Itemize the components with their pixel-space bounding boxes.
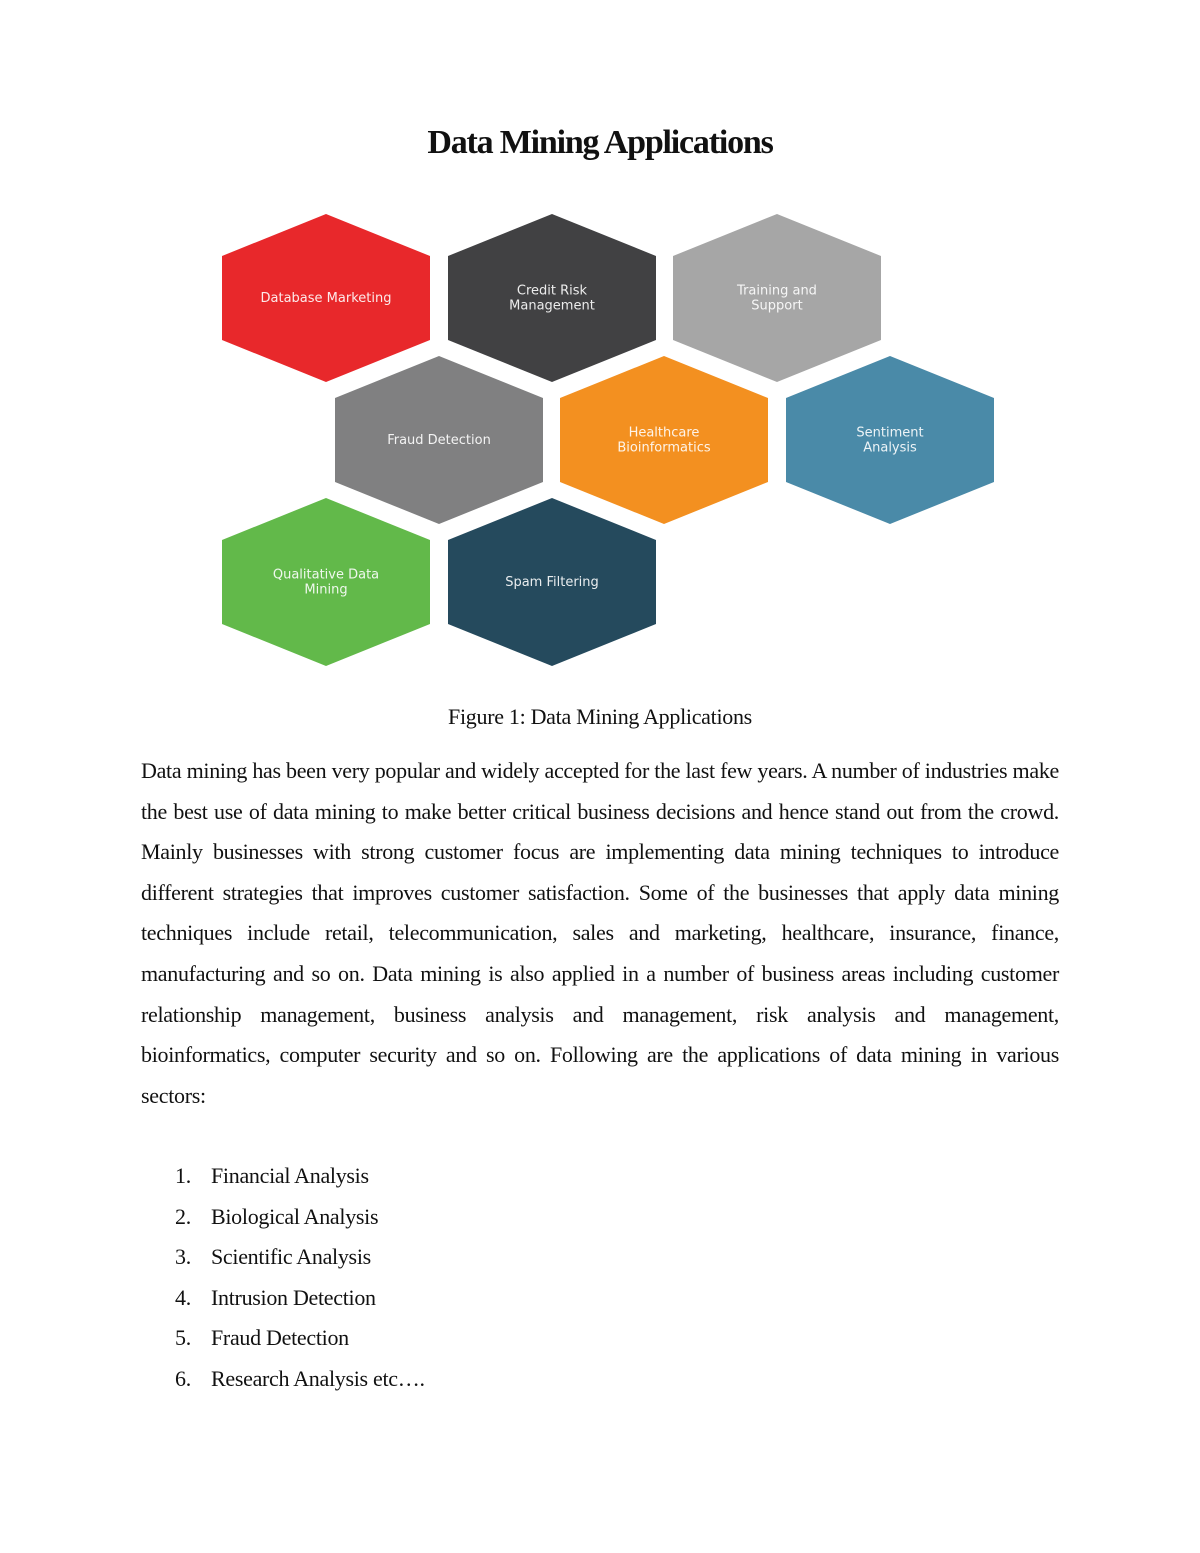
list-number: 3. — [175, 1244, 191, 1270]
list-item — [175, 1359, 425, 1400]
list-text: Financial Analysis — [211, 1163, 369, 1188]
applications-list — [175, 1156, 425, 1400]
list-text: Fraud Detection — [211, 1325, 349, 1351]
hexagon-label: Training and — [737, 283, 817, 299]
hexagon-label: Spam Filtering — [505, 575, 599, 590]
hex-spam-filtering — [448, 498, 656, 666]
hex-database-marketing — [222, 214, 430, 382]
hexagon-label: Bioinformatics — [617, 440, 711, 456]
hexagon-label: Database Marketing — [260, 291, 392, 306]
list-item — [175, 1197, 425, 1238]
hexagon-label: Healthcare — [628, 425, 700, 441]
body-paragraph: Data mining has been very popular and widely accepted for the last few years. A number of industries make the best use of data mining to make better critical business decisions and hence stand out from the crowd. Mainly businesses with strong customer focus are implementing data mining techniques to introduce different strategies that improves customer satisfaction. Some of the businesses that apply data mining techniques include retail, telecommunication, sales and marketing, healthcare, insurance, finance, manufacturing and so on. Data mining is also applied in a number of business areas including customer relationship management, business analysis and management, risk analysis and management, bioinformatics, computer security and so on. Following are the applications of data mining in various sectors: — [141, 758, 1059, 1108]
list-item — [175, 1156, 425, 1197]
hexagon-label: Sentiment — [856, 425, 924, 441]
list-item — [175, 1318, 425, 1359]
list-text: Scientific Analysis — [211, 1244, 371, 1270]
hex-qualitative-data-mining — [222, 498, 430, 666]
hex-training-and-support — [673, 214, 881, 382]
list-number: 2. — [175, 1203, 191, 1229]
hex-credit-risk-management — [448, 214, 656, 382]
hex-fraud-detection — [335, 356, 543, 524]
list-number: 5. — [175, 1325, 191, 1351]
list-text: Biological Analysis — [211, 1203, 379, 1229]
data-mining-hexagon-figure — [0, 0, 1200, 700]
hexagon-label: Qualitative Data — [272, 567, 380, 583]
hexagon-label: Management — [509, 298, 595, 314]
hexagon-label: Mining — [304, 582, 348, 598]
list-text: Research Analysis etc…. — [211, 1365, 425, 1391]
list-item — [175, 1237, 425, 1278]
hex-healthcare-bioinformatics — [560, 356, 768, 524]
list-number: 4. — [175, 1284, 191, 1310]
list-number: 6. — [175, 1365, 191, 1391]
list-number: 1. — [175, 1163, 191, 1188]
list-text: Intrusion Detection — [211, 1284, 376, 1310]
hexagon-label: Analysis — [863, 440, 917, 456]
page-title: Data Mining Applications — [427, 124, 773, 161]
figure-caption: Figure 1: Data Mining Applications — [448, 704, 752, 729]
hexagon-label: Fraud Detection — [387, 433, 491, 448]
hexagon-label: Support — [751, 298, 803, 314]
list-item — [175, 1278, 425, 1319]
hexagon-label: Credit Risk — [516, 283, 588, 299]
hex-sentiment-analysis — [786, 356, 994, 524]
